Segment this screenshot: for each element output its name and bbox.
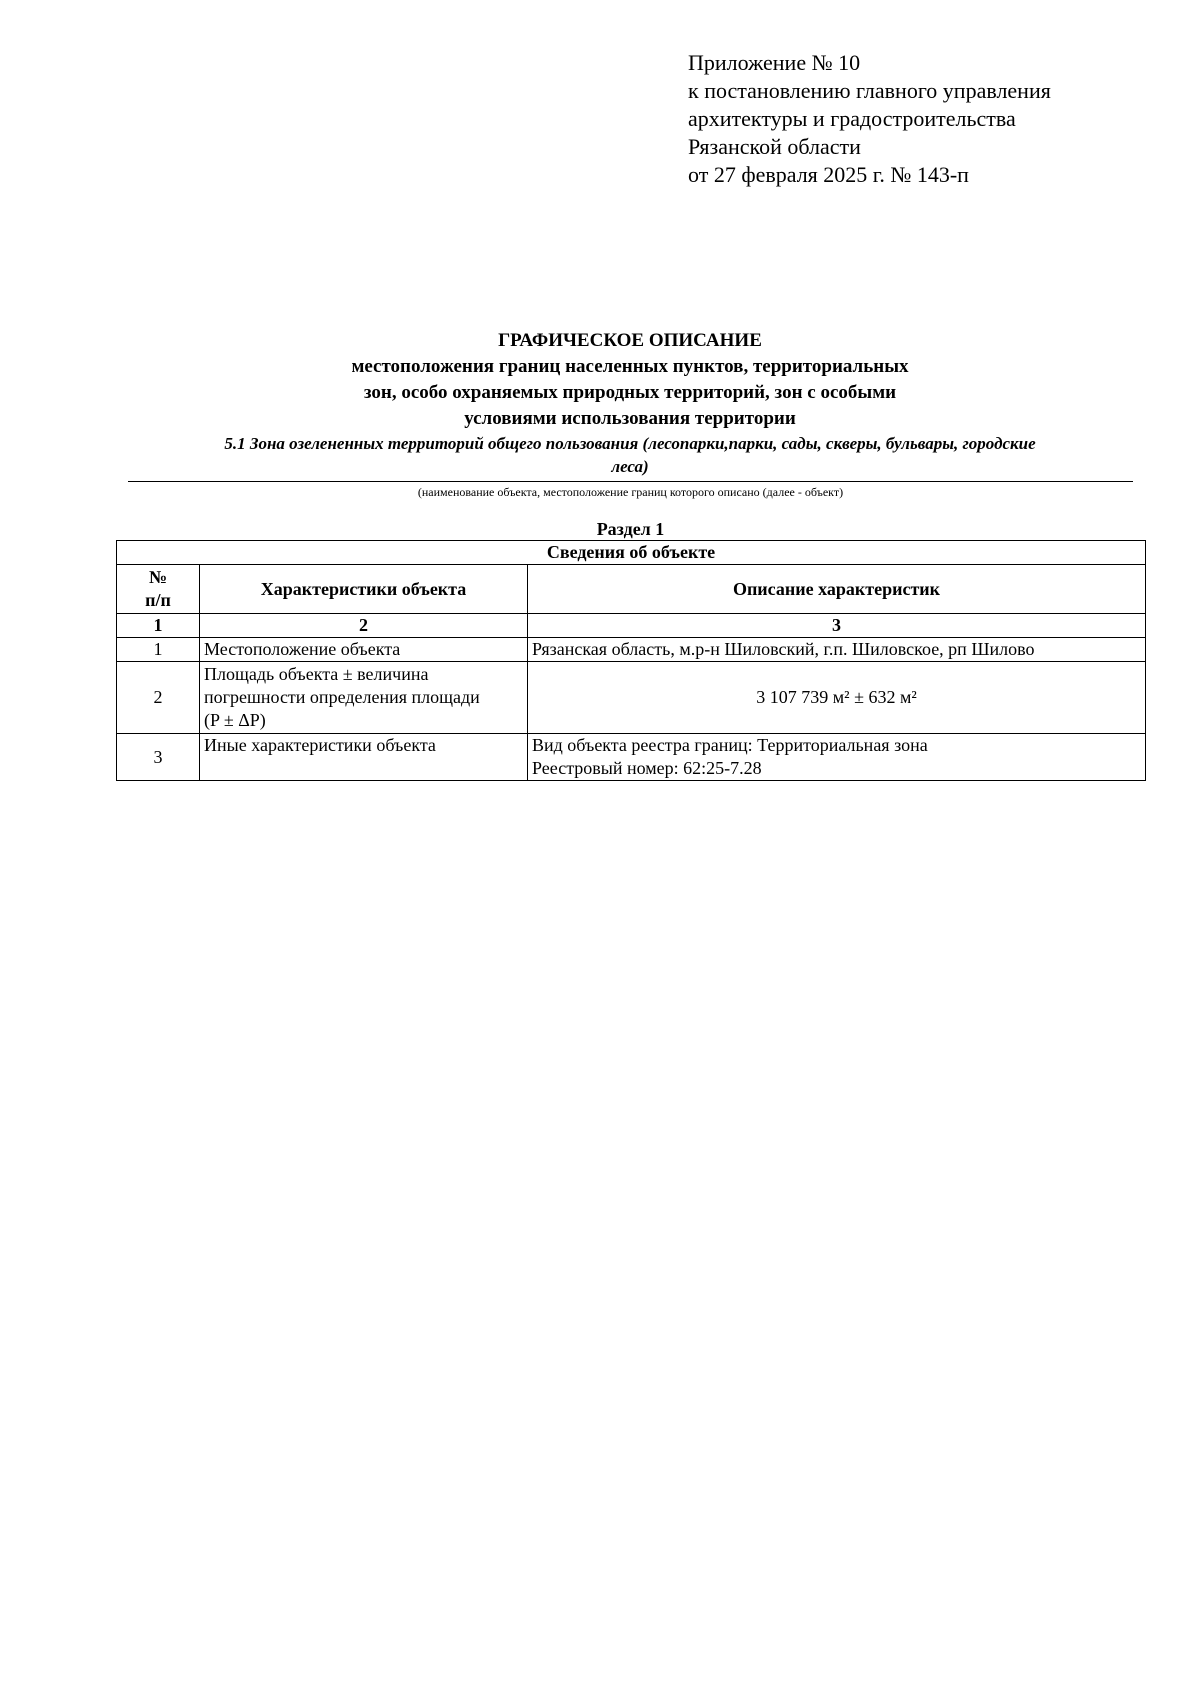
appendix-line: к постановлению главного управления (688, 78, 1051, 103)
heading-line: условиями использования территории (464, 408, 796, 429)
row-characteristic-line: погрешности определения площади (204, 687, 480, 707)
table-row (117, 662, 1146, 734)
object-name-caption: (наименование объекта, местоположение границ которого описано (далее - объект) (417, 485, 844, 499)
column-number-row (117, 614, 1146, 638)
object-name-line: леса) (611, 457, 649, 476)
row-description-line: Вид объекта реестра границ: Территориальная зона (532, 735, 928, 755)
row-characteristic-line: Площадь объекта ± величина (204, 664, 429, 684)
row-num: 1 (117, 638, 200, 662)
document-title: ГРАФИЧЕСКОЕ ОПИСАНИЕ (498, 330, 762, 351)
header-num-line: п/п (145, 590, 171, 610)
object-name-line: 5.1 Зона озелененных территорий общего пользования (лесопарки,парки, сады, скверы, бульвары, городские (224, 434, 1036, 453)
column-number: 2 (200, 614, 528, 638)
table-header-row (117, 565, 1146, 614)
appendix-line: Рязанской области (688, 134, 861, 159)
table-title: Сведения об объекте (117, 541, 1146, 565)
row-description-line: Реестровый номер: 62:25-7.28 (532, 758, 762, 778)
column-number: 1 (117, 614, 200, 638)
header-description: Описание характеристик (528, 565, 1146, 614)
object-name (128, 432, 1132, 478)
appendix-block (688, 49, 1051, 189)
heading-line: зон, особо охраняемых природных территорий, зон с особыми (363, 382, 897, 403)
header-num (117, 565, 200, 614)
row-characteristic: Местоположение объекта (200, 638, 528, 662)
object-info-table (116, 540, 1146, 781)
row-description: Рязанская область, м.р-н Шиловский, г.п. Шиловское, рп Шилово (528, 638, 1146, 662)
row-description: 3 107 739 м² ± 632 м² (528, 662, 1146, 734)
object-name-underline (128, 481, 1133, 482)
appendix-line: Приложение № 10 (688, 50, 861, 75)
appendix-line: архитектуры и градостроительства (688, 106, 1016, 131)
table-row (117, 638, 1146, 662)
row-characteristic: Иные характеристики объекта (200, 734, 528, 781)
header-num-line: № (148, 567, 168, 587)
table-row (117, 734, 1146, 781)
column-number: 3 (528, 614, 1146, 638)
section-title: Раздел 1 (596, 519, 665, 539)
appendix-date-line: от 27 февраля 2025 г. № 143-п (688, 162, 969, 187)
row-characteristic (200, 662, 528, 734)
row-num: 2 (117, 662, 200, 734)
row-num: 3 (117, 734, 200, 781)
heading-line: местоположения границ населенных пунктов, территориальных (351, 356, 909, 377)
document-heading (120, 328, 1140, 432)
row-characteristic-line: (P ± ΔP) (204, 710, 266, 730)
row-description (528, 734, 1146, 781)
header-characteristics: Характеристики объекта (200, 565, 528, 614)
